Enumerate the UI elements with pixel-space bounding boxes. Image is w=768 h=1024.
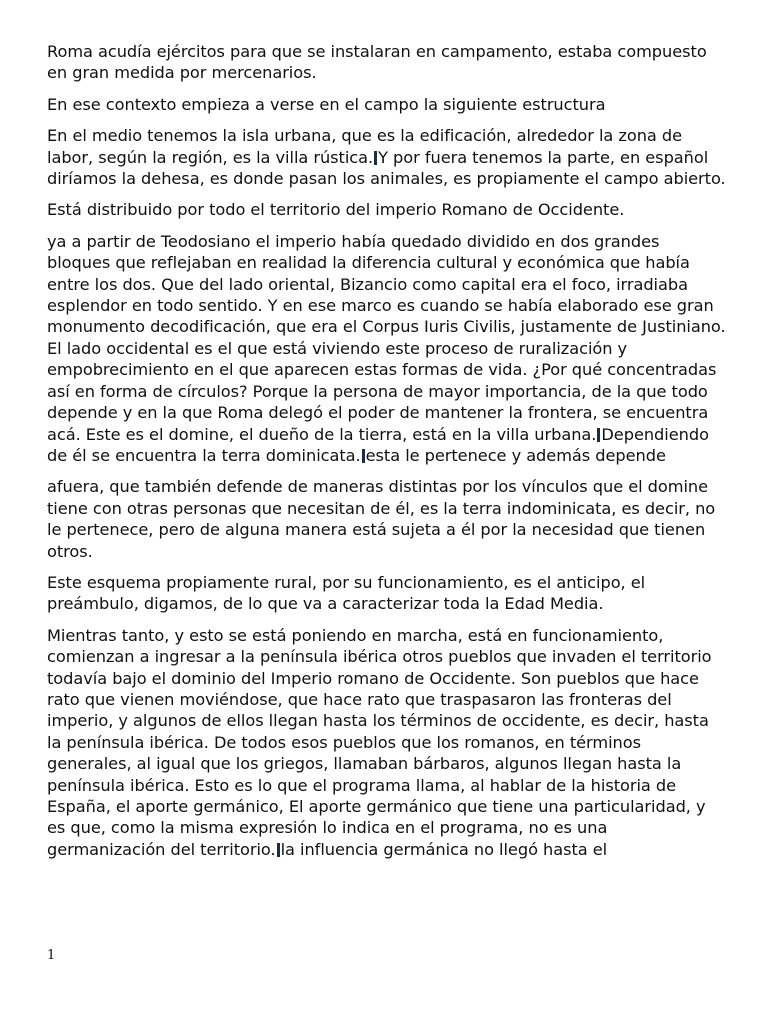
paragraph-text: En ese contexto empieza a verse en el campo la siguiente estructura [47,94,606,114]
paragraph-8 [47,625,727,860]
paragraph-text: ya a partir de Teodosiano el imperio había quedado dividido en dos grandes bloques que reflejaban en realidad la diferencia cultural y económica que había entre los dos. Que del lado oriental, Bizancio como capital era el foco, irradiaba esplendor en todo sentido. Y en ese marco es cuando se había elaborado ese gran monumento decodificación, que era el Corpus Iuris Civilis, justamente de Justiniano. El lado occidental es el que está viviendo este proceso de ruralización y empobrecimiento en el que aparecen estas formas de vida. ¿Por qué concentradas así en forma de círculos? Porque la persona de mayor importancia, de la que todo depende y en la que Roma delegó el poder de mantener la frontera, se encuentra acá. Este es el domine, el dueño de la tierra, está en la villa urbana. [47,231,726,444]
paragraph-1 [47,41,727,84]
comment-marker-icon [597,428,600,442]
comment-marker-icon [277,843,280,857]
paragraph-text: Está distribuido por todo el territorio del imperio Romano de Occidente. [47,200,625,220]
paragraph-text: En el medio tenemos la isla urbana, que es la edificación, alrededor la zona de labor, según la región, es la villa rústica. [47,126,682,167]
comment-marker-icon [362,449,365,463]
paragraph-text: Roma acudía ejércitos para que se instalaran en campamento, estaba compuesto en gran medida por mercenarios. [47,42,707,83]
paragraph-text: Este esquema propiamente rural, por su funcionamiento, es el anticipo, el preámbulo, digamos, de lo que va a caracterizar toda la Edad Media. [47,572,646,614]
paragraph-text: Dependiendo de él se encuentra la terra dominicata. [47,424,709,465]
paragraph-text: esta le pertenece y además depende [365,445,666,465]
paragraph-text: Y por fuera tenemos la parte, en español diríamos la dehesa, es donde pasan los animales, es propiamente el campo abierto. [47,147,726,189]
paragraph-text: la influencia germánica no llegó hasta el [280,839,608,859]
paragraph-3 [47,125,727,189]
paragraph-5 [47,231,727,466]
comment-marker-icon [374,151,377,165]
paragraph-text: afuera, que también defende de maneras distintas por los vínculos que el domine tiene con otras personas que necesitan de él, es la terra indominicata, es decir, no le pertenece, pero de alguna manera está sujeta a él por la necesidad que tienen otros. [47,477,716,561]
paragraph-2 [47,94,727,115]
paragraph-4 [47,199,727,220]
document-page [47,41,727,870]
paragraph-text: Mientras tanto, y esto se está poniendo en marcha, está en funcionamiento, comienzan a ingresar a la península ibérica otros pueblos que invaden el territorio todavía bajo el dominio del Imperio romano de Occidente. Son pueblos que hace rato que vienen moviéndose, que hace rato que traspasaron las fronteras del imperio, y algunos de ellos llegan hasta los términos de occidente, es decir, hasta la península ibérica. De todos esos pueblos que los romanos, en términos generales, al igual que los griegos, llamaban bárbaros, algunos llegan hasta la península ibérica. Esto es lo que el programa llama, al hablar de la historia de España, el aporte germánico, El aporte germánico que tiene una particularidad, y es que, como la misma expresión lo indica en el programa, no es una germanización del territorio. [47,625,712,859]
paragraph-6 [47,476,727,562]
paragraph-7 [47,572,727,615]
page-number: 1 [47,948,56,963]
